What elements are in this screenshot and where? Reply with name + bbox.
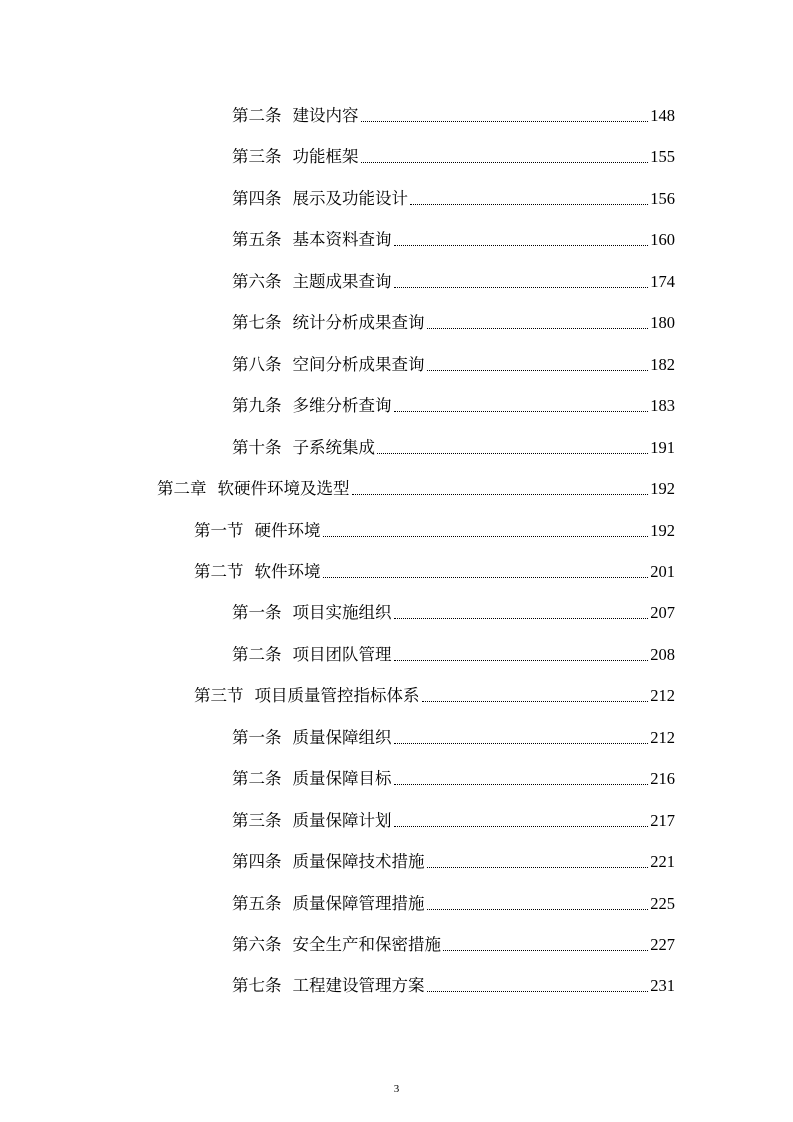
toc-entry-title: 空间分析成果查询 [292,354,425,374]
toc-dot-leader [427,867,649,868]
toc-entry-title: 展示及功能设计 [292,188,408,208]
toc-entry-number: 第五条 [232,893,282,913]
toc-entry-number: 第二条 [232,644,282,664]
toc-entry-page: 217 [650,810,675,830]
toc-entry-number: 第二章 [157,479,207,499]
toc-entry-number: 第三条 [232,810,282,830]
toc-entry-title: 安全生产和保密措施 [292,935,441,954]
toc-entry-number: 第一节 [194,520,244,540]
toc-dot-leader [361,162,649,163]
toc-dot-leader [377,453,648,454]
toc-entry-title: 主题成果查询 [292,271,392,291]
toc-entry-page: 174 [650,271,675,291]
toc-entry-number: 第四条 [232,188,282,208]
toc-entry[interactable] [232,921,675,955]
toc-entry-page: 212 [650,686,675,706]
toc-entry[interactable] [232,714,675,748]
toc-entry-page: 183 [650,396,675,416]
toc-dot-leader [394,784,649,785]
toc-entry-number: 第七条 [232,313,282,333]
toc-entry-page: 155 [650,147,675,167]
toc-entry-page: 192 [650,520,675,540]
toc-entry-page: 208 [650,644,675,664]
toc-entry-page: 180 [650,313,675,333]
toc-entry-page: 160 [650,230,675,250]
toc-entry-number: 第九条 [232,396,282,416]
toc-entry-title: 软硬件环境及选型 [217,479,350,499]
toc-entry-title: 项目实施组织 [292,603,392,623]
toc-dot-leader [443,950,648,951]
toc-entry[interactable] [232,133,675,167]
toc-entry-page: 227 [650,935,675,954]
toc-entry-title: 质量保障技术措施 [292,852,425,872]
toc-entry[interactable] [232,962,675,996]
toc-dot-leader [427,909,649,910]
toc-entry[interactable] [232,175,675,209]
toc-entry[interactable] [232,880,675,914]
toc-entry[interactable] [232,382,675,416]
toc-entry-page: 212 [650,727,675,747]
toc-entry[interactable] [232,258,675,292]
toc-entry[interactable] [232,589,675,623]
toc-entry-title: 基本资料查询 [292,230,392,250]
toc-dot-leader [422,701,649,702]
toc-entry[interactable] [194,672,675,706]
toc-dot-leader [352,494,649,495]
toc-entry-page: 231 [650,976,675,996]
toc-entry[interactable] [232,92,675,126]
toc-entry-number: 第四条 [232,852,282,872]
toc-entry-page: 191 [650,437,675,457]
toc-entry-title: 质量保障组织 [292,727,392,747]
toc-entry-number: 第十条 [232,437,282,457]
toc-entry-title: 子系统集成 [292,437,375,457]
toc-entry-title: 软件环境 [254,561,321,581]
toc-entry-title: 项目团队管理 [292,644,392,664]
toc-entry-number: 第二条 [232,769,282,789]
toc-entry-title: 项目质量管控指标体系 [254,686,420,706]
toc-entry[interactable] [232,797,675,831]
toc-entry-number: 第六条 [232,935,282,954]
toc-dot-leader [427,370,649,371]
toc-dot-leader [394,287,649,288]
toc-entry-number: 第七条 [232,976,282,996]
toc-entry-title: 工程建设管理方案 [292,976,425,996]
toc-entry[interactable] [232,299,675,333]
toc-entry[interactable] [232,424,675,458]
toc-dot-leader [394,660,649,661]
toc-entry-title: 功能框架 [292,147,359,167]
toc-entry-number: 第三条 [232,147,282,167]
toc-entry-page: 221 [650,852,675,872]
toc-entry-number: 第二节 [194,561,244,581]
toc-entry[interactable] [232,755,675,789]
toc-entry-page: 216 [650,769,675,789]
toc-entry-number: 第六条 [232,271,282,291]
toc-entry-number: 第五条 [232,230,282,250]
toc-entry-title: 统计分析成果查询 [292,313,425,333]
toc-dot-leader [394,618,649,619]
toc-entry-page: 182 [650,354,675,374]
toc-entry-number: 第三节 [194,686,244,706]
toc-entry-number: 第一条 [232,603,282,623]
toc-entry[interactable] [232,216,675,250]
toc-entry[interactable] [157,465,675,499]
toc-entry-title: 硬件环境 [254,520,321,540]
toc-dot-leader [427,328,649,329]
toc-entry-page: 201 [650,561,675,581]
toc-entry-page: 192 [650,479,675,499]
toc-dot-leader [394,411,649,412]
toc-entry-page: 156 [650,188,675,208]
toc-dot-leader [323,536,649,537]
toc-dot-leader [427,991,649,992]
toc-entry-title: 多维分析查询 [292,396,392,416]
toc-entry[interactable] [194,507,675,541]
toc-entry[interactable] [232,631,675,665]
toc-dot-leader [410,204,648,205]
toc-entry-number: 第八条 [232,354,282,374]
toc-entry[interactable] [232,838,675,872]
toc-entry-title: 质量保障计划 [292,810,392,830]
toc-entry[interactable] [232,341,675,375]
toc-entry-title: 质量保障管理措施 [292,893,425,913]
toc-entry-title: 质量保障目标 [292,769,392,789]
toc-dot-leader [323,577,649,578]
toc-dot-leader [361,121,649,122]
toc-entry-number: 第二条 [232,106,282,125]
toc-entry-page: 225 [650,893,675,913]
toc-entry-number: 第一条 [232,727,282,747]
toc-dot-leader [394,826,649,827]
toc-entry-page: 148 [650,106,675,125]
toc-entry-page: 207 [650,603,675,623]
toc-entry[interactable] [194,548,675,582]
page-number: 3 [393,1083,400,1095]
toc-dot-leader [394,245,649,246]
toc-entry-title: 建设内容 [292,106,359,125]
toc-dot-leader [394,743,649,744]
